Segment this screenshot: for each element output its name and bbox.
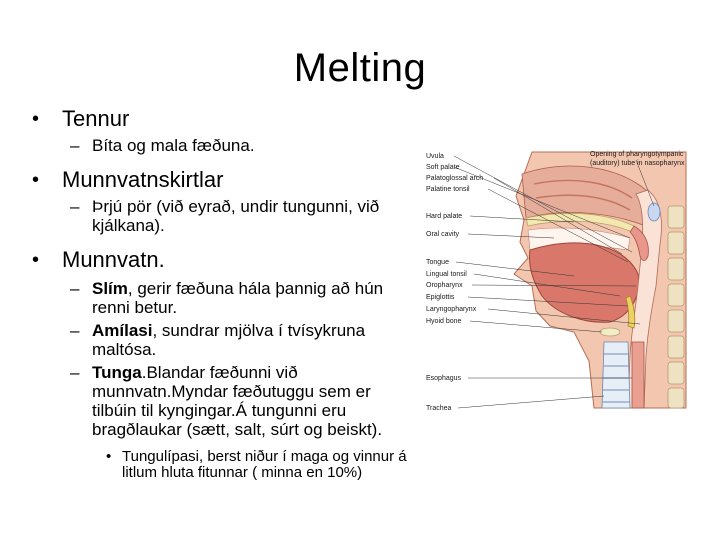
term-amilasi: Amílasi [92,321,153,340]
label-auditory-tube-1: Opening of pharyngotympanic [590,151,684,158]
label-oral-cavity: Oral cavity [426,231,460,238]
label-uvula: Uvula [426,153,444,160]
sub-bullet-amilasi: – Amílasi, sundrar mjölva í tvísykruna maltósa. [70,321,366,359]
pharynx-illustration [424,146,708,422]
label-hard-palate: Hard palate [426,213,463,220]
term-tunga: Tunga [92,363,142,382]
label-oropharynx: Oropharynx [426,282,463,289]
sub-bullet-tennur: – Bíta og mala fæðuna. [70,136,255,155]
label-laryngopharynx: Laryngopharynx [426,306,477,313]
label-hyoid-bone: Hyoid bone [426,318,462,325]
label-lingual-tonsil: Lingual tonsil [426,271,467,278]
slide-title: Melting [293,46,427,90]
label-esophagus: Esophagus [426,375,462,382]
term-slim: Slím [92,279,128,298]
bullet-tennur: • Tennur [30,106,420,132]
bullet-list [30,98,420,481]
anatomy-figure [424,146,708,422]
label-trachea: Trachea [426,405,452,412]
label-tongue: Tongue [426,259,449,266]
bullet-munnvatnskirtlar: • Munnvatnskirtlar [30,167,420,193]
sub-bullet-kirtlar: – Þrjú pör (við eyrað, undir tungunni, við kjálkana). [70,197,380,235]
label-epiglottis: Epiglottis [426,294,455,301]
bullet-munnvatn: • Munnvatn. [30,247,420,273]
sub-bullet-tunga: – Tunga.Blandar fæðunni við munnvatn.Myndar fæðutuggu sem er tilbúin til kyngingar.Á tungunni eru bragðlaukar (sætt, salt, súrt og beiskt). [70,363,383,439]
sub-bullet-slim: – Slím, gerir fæðuna hála þannig að hún renni betur. [70,279,384,317]
label-auditory-tube-2: (auditory) tube in nasopharynx [590,160,685,167]
label-palatine-tonsil: Palatine tonsil [426,186,470,193]
label-soft-palate: Soft palate [426,164,460,171]
label-palatoglossal-arch: Palatoglossal arch [426,175,484,182]
subsub-bullet-lipasi: • Tungulípasi, berst niður í maga og vinnur á litlum hluta fitunnar ( minna en 10%) [106,448,407,481]
